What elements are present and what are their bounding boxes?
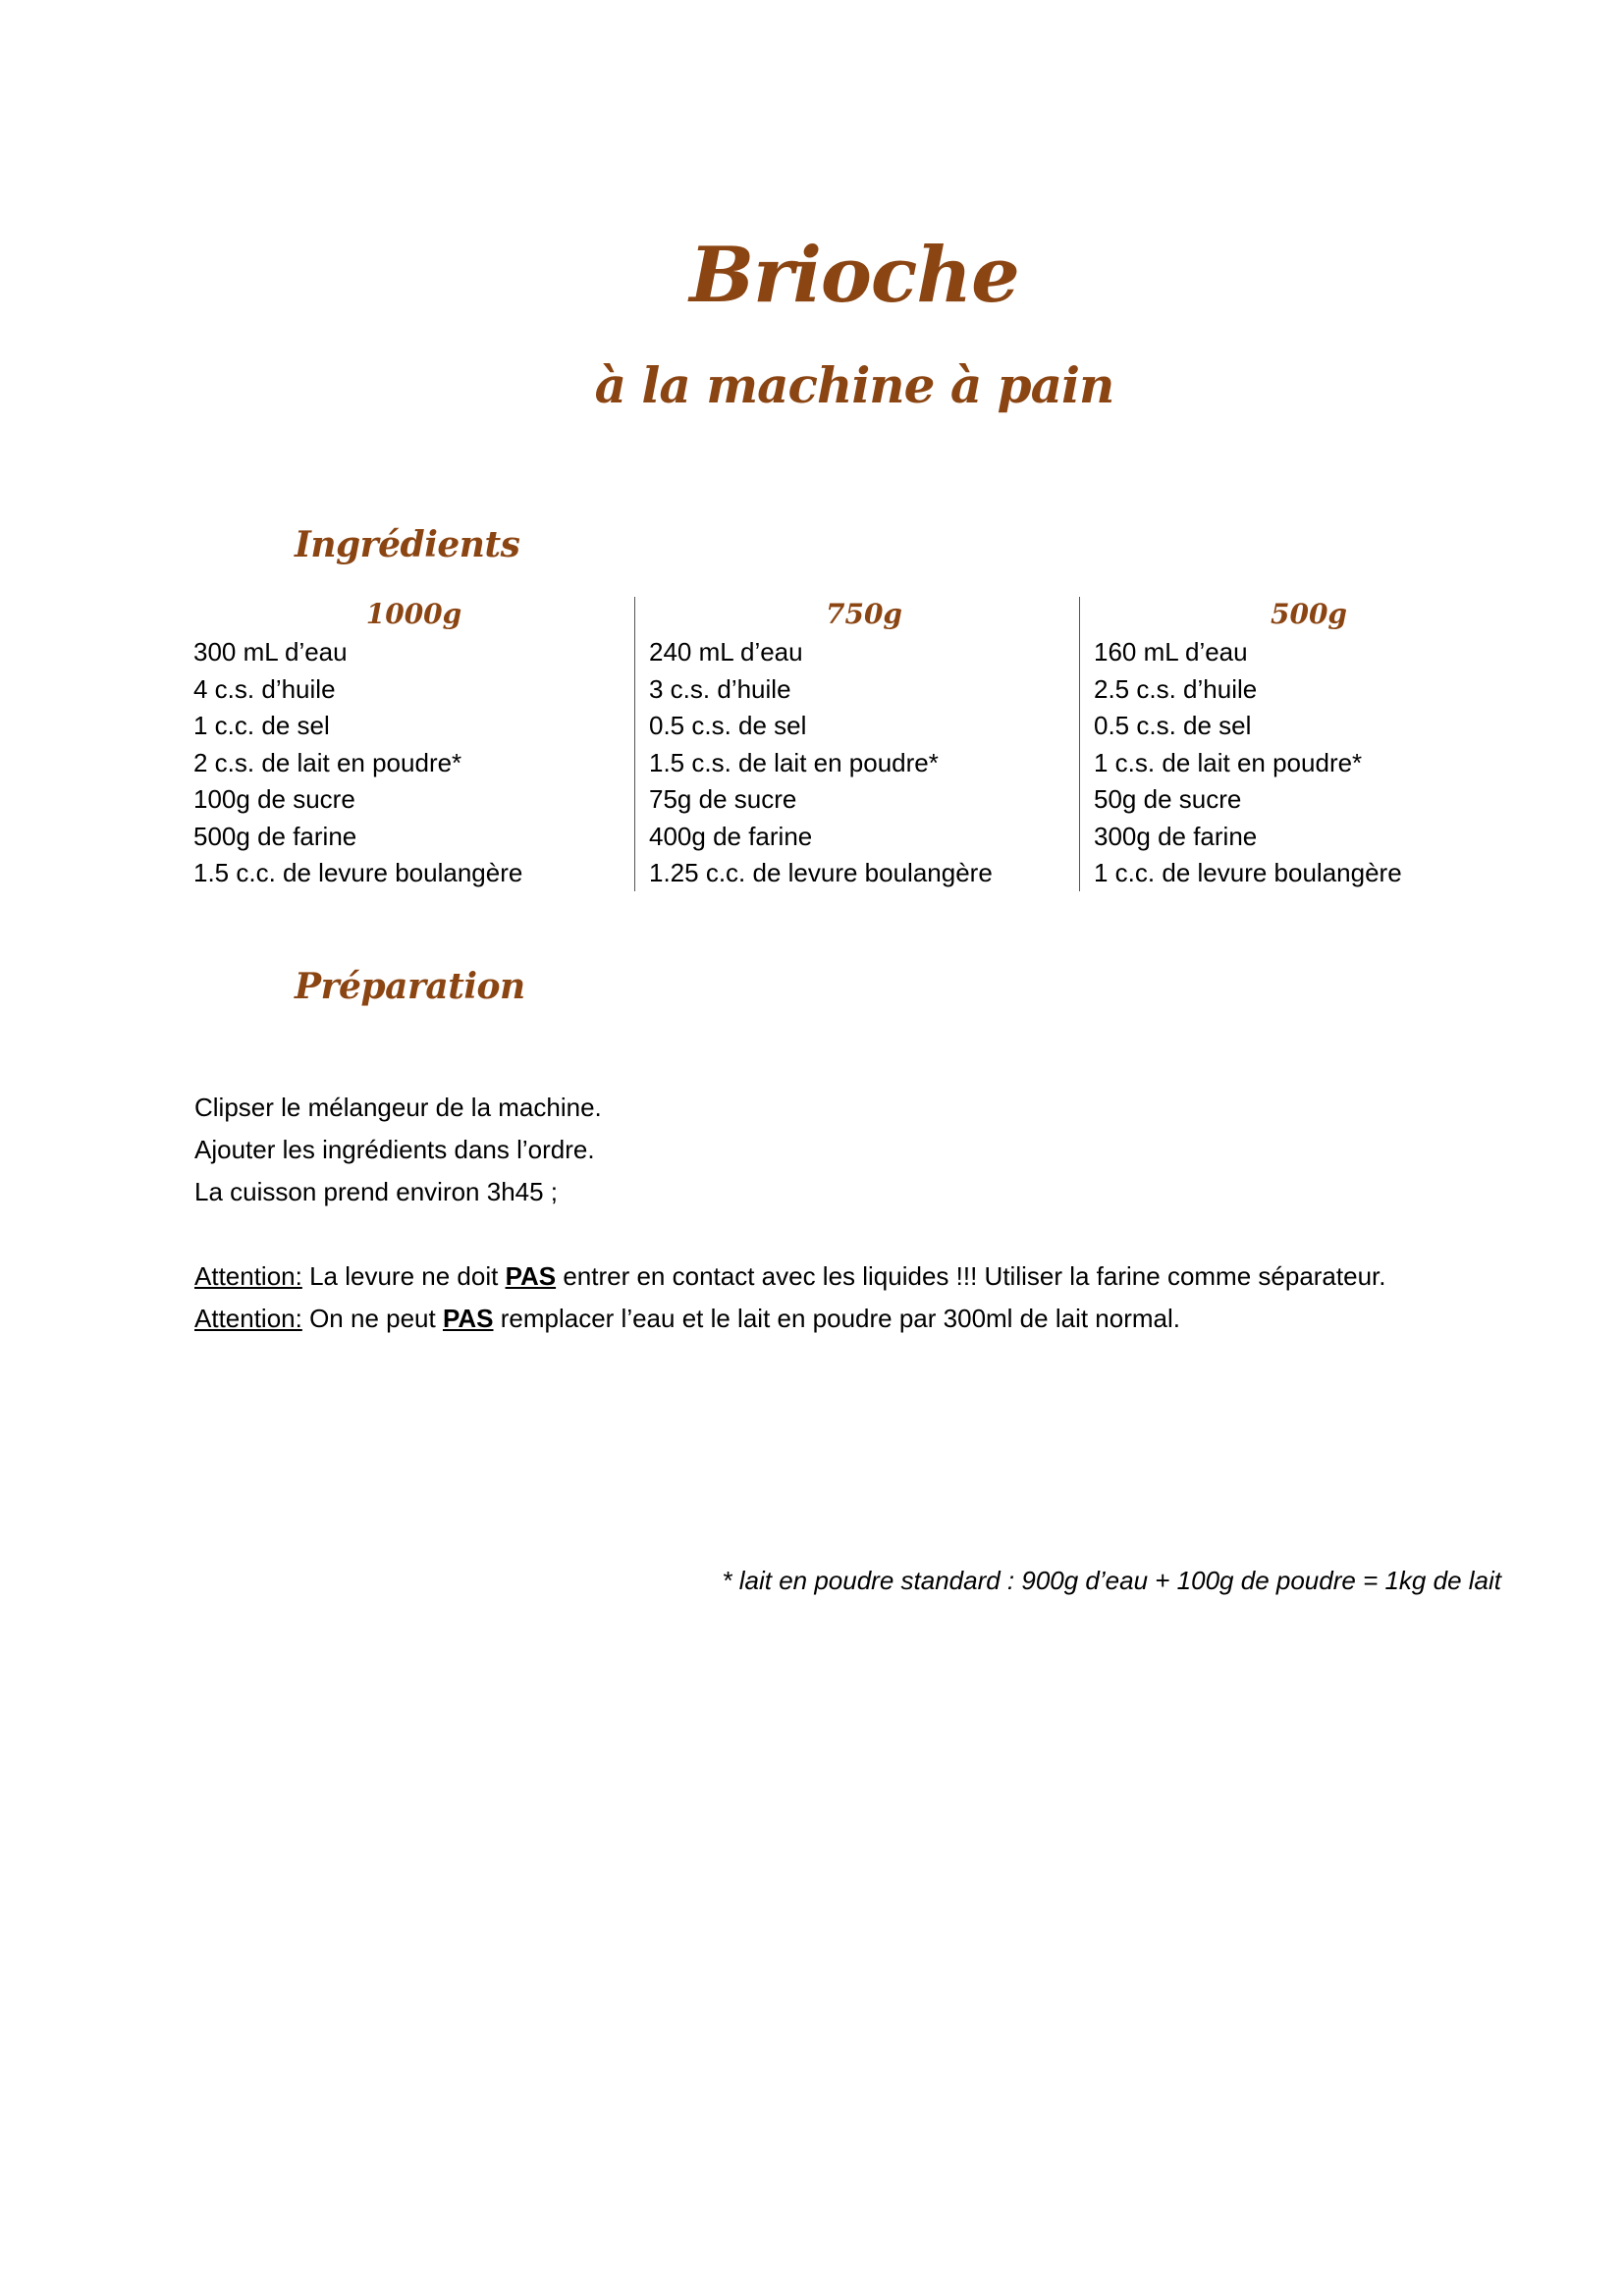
warning-text: entrer en contact avec les liquides !!! Utiliser la farine comme séparateur.	[556, 1261, 1386, 1291]
page-subtitle: à la machine à pain	[594, 356, 1114, 414]
ingredient-item: 2.5 c.s. d’huile	[1094, 673, 1258, 704]
ingredient-item: 4 c.s. d’huile	[193, 673, 336, 704]
warning-emphasis: PAS	[505, 1261, 557, 1291]
warning-emphasis: PAS	[442, 1304, 494, 1333]
warning-label: Attention:	[194, 1304, 302, 1333]
ingredient-item: 160 mL d’eau	[1094, 637, 1248, 667]
ingredient-item: 1 c.c. de sel	[193, 711, 330, 740]
ingredient-item: 75g de sucre	[649, 784, 797, 814]
ingredient-item: 50g de sucre	[1094, 784, 1242, 814]
warning-line	[194, 1255, 1386, 1298]
ingredients-table	[189, 597, 1525, 891]
ingredient-item: 0.5 c.s. de sel	[1094, 711, 1252, 740]
ingredients-column-1000g	[189, 597, 634, 891]
spacer	[194, 1213, 1386, 1255]
preparation-heading: Préparation	[295, 966, 525, 1007]
ingredient-item: 100g de sucre	[193, 784, 355, 814]
ingredient-item: 1.25 c.c. de levure boulangère	[649, 858, 993, 887]
page-title: Brioche	[689, 231, 1019, 320]
ingredients-column-500g	[1079, 597, 1524, 891]
column-header: 1000g	[365, 598, 462, 630]
warning-text: remplacer l’eau et le lait en poudre par 300ml de lait normal.	[493, 1304, 1180, 1333]
footnote: * lait en poudre standard : 900g d’eau + 100g de poudre = 1kg de lait	[722, 1566, 1501, 1595]
ingredient-list	[1094, 634, 1524, 892]
preparation-step: Clipser le mélangeur de la machine.	[194, 1093, 602, 1122]
ingredient-item: 1.5 c.c. de levure boulangère	[193, 858, 523, 887]
ingredients-heading: Ingrédients	[295, 524, 520, 565]
ingredient-item: 1 c.c. de levure boulangère	[1094, 858, 1402, 887]
warning-text: La levure ne doit	[301, 1261, 506, 1291]
preparation-step: La cuisson prend environ 3h45 ;	[194, 1177, 559, 1206]
ingredient-item: 300g de farine	[1094, 821, 1258, 851]
warning-text: On ne peut	[301, 1304, 443, 1333]
ingredient-item: 240 mL d’eau	[649, 637, 803, 667]
preparation-body	[194, 1087, 1386, 1340]
ingredient-item: 3 c.s. d’huile	[649, 673, 791, 704]
ingredient-item: 400g de farine	[649, 821, 813, 851]
ingredient-item: 1 c.s. de lait en poudre*	[1094, 747, 1363, 777]
column-header: 500g	[1270, 598, 1348, 630]
ingredient-item: 2 c.s. de lait en poudre*	[193, 747, 462, 777]
ingredient-item: 0.5 c.s. de sel	[649, 711, 807, 740]
ingredient-list	[193, 634, 634, 892]
ingredient-item: 500g de farine	[193, 821, 357, 851]
ingredient-item: 1.5 c.s. de lait en poudre*	[649, 747, 939, 777]
ingredients-column-750g	[634, 597, 1079, 891]
column-header: 750g	[825, 598, 903, 630]
ingredient-item: 300 mL d’eau	[193, 637, 348, 667]
warning-label: Attention:	[194, 1261, 302, 1291]
ingredient-list	[649, 634, 1079, 892]
preparation-step: Ajouter les ingrédients dans l’ordre.	[194, 1135, 595, 1164]
warning-line	[194, 1298, 1386, 1340]
